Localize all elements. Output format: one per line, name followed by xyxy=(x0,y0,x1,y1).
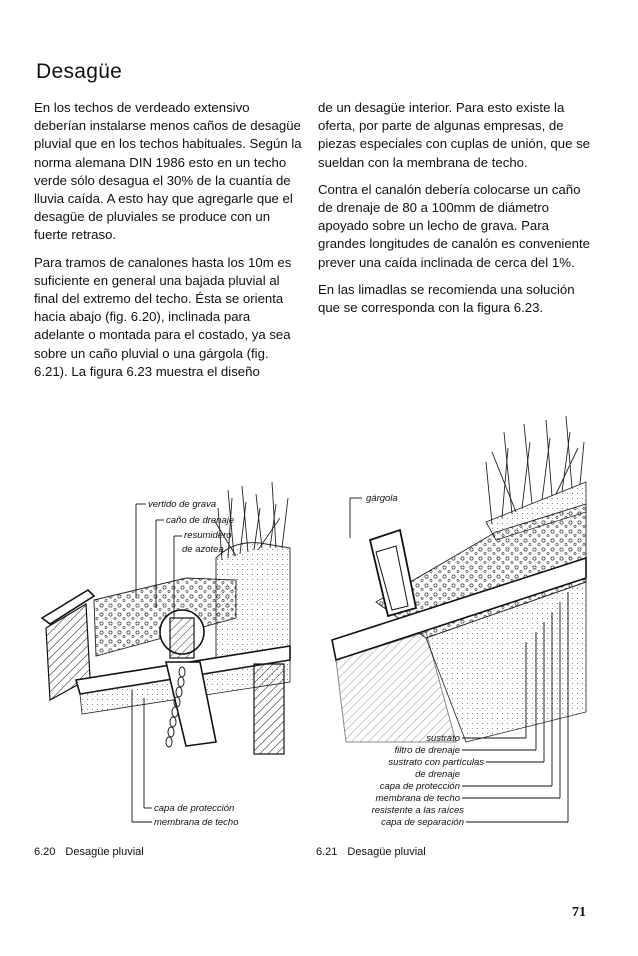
label-capa-de-proteccion: capa de protección xyxy=(379,781,460,792)
text-column-left xyxy=(34,99,304,390)
paragraph: Para tramos de canalones hasta los 10m es suficiente en general una bajada pluvial al final del extremo del techo. Ésta se orienta hacia abajo (fig. 6.20), inclinada para adelante o montada para el costado, ya sea sobre un caño pluvial o una gárgola (fig. 6.21). La figura 6.23 muestra el diseño xyxy=(34,254,292,379)
label-vertido-de-grava: vertido de grava xyxy=(148,499,217,510)
label-sustrato: sustrato xyxy=(426,733,460,744)
label-cano-de-drenaje: caño de drenaje xyxy=(166,515,235,526)
section-heading: Desagüe xyxy=(36,60,123,83)
label-membrana-de-techo: membrana de techo xyxy=(375,793,460,804)
caption-number: 6.21 xyxy=(316,846,338,858)
text-column-right xyxy=(318,99,590,326)
label-resumidero: resumidero xyxy=(184,530,232,541)
roof-drain-illustration xyxy=(36,468,298,840)
label-capa-de-proteccion: capa de protección xyxy=(154,803,235,814)
paragraph: de un desagüe interior. Para esto existe la oferta, por parte de algunas empresas, de piezas especiales con cuplas de unión, que se sueldan con la membrana de techo. xyxy=(318,100,590,170)
label-sustrato-con-particulas: sustrato con partículas xyxy=(388,757,484,768)
figure-caption-6-20 xyxy=(34,846,144,858)
figure-6-20-drawing xyxy=(36,468,298,840)
label-capa-de-separacion: capa de separación xyxy=(381,817,464,828)
paragraph: En las limadlas se recomienda una solución que se corresponda con la figura 6.23. xyxy=(318,281,575,316)
page-number: 71 xyxy=(572,905,586,920)
caption-text: Desagüe pluvial xyxy=(65,846,144,858)
label-gargola: gárgola xyxy=(366,493,398,504)
label-filtro-de-drenaje: filtro de drenaje xyxy=(394,745,460,756)
paragraph: Contra el canalón debería colocarse un caño de drenaje de 80 a 100mm de diámetro apoyado sobre un lecho de grava. Para grandes longitudes de canalón es conveniente prever una caída inclinada de cerca del 1%. xyxy=(318,181,591,270)
figure-6-21-drawing xyxy=(316,412,588,842)
gargoyle-drain-illustration xyxy=(316,412,588,842)
label-resistente-a-las-raices: resistente a las raíces xyxy=(371,805,464,816)
paragraph: En los techos de verdeado extensivo deberían instalarse menos caños de desagüe pluvial que en los techos habituales. Según la norma alemana DIN 1986 esto en un techo verde sólo desagua el 30% de la cuantía de lluvia caída. A esto hay que agregarle que el desagüe de pluviales se produce con un fuerte retraso. xyxy=(34,100,302,243)
figure-caption-6-21 xyxy=(316,846,426,858)
caption-text: Desagüe pluvial xyxy=(347,846,426,858)
label-de-drenaje: de drenaje xyxy=(415,769,460,780)
caption-number: 6.20 xyxy=(34,846,56,858)
label-membrana-de-techo: membrana de techo xyxy=(154,817,239,828)
label-de-azotea: de azotea xyxy=(182,544,224,555)
